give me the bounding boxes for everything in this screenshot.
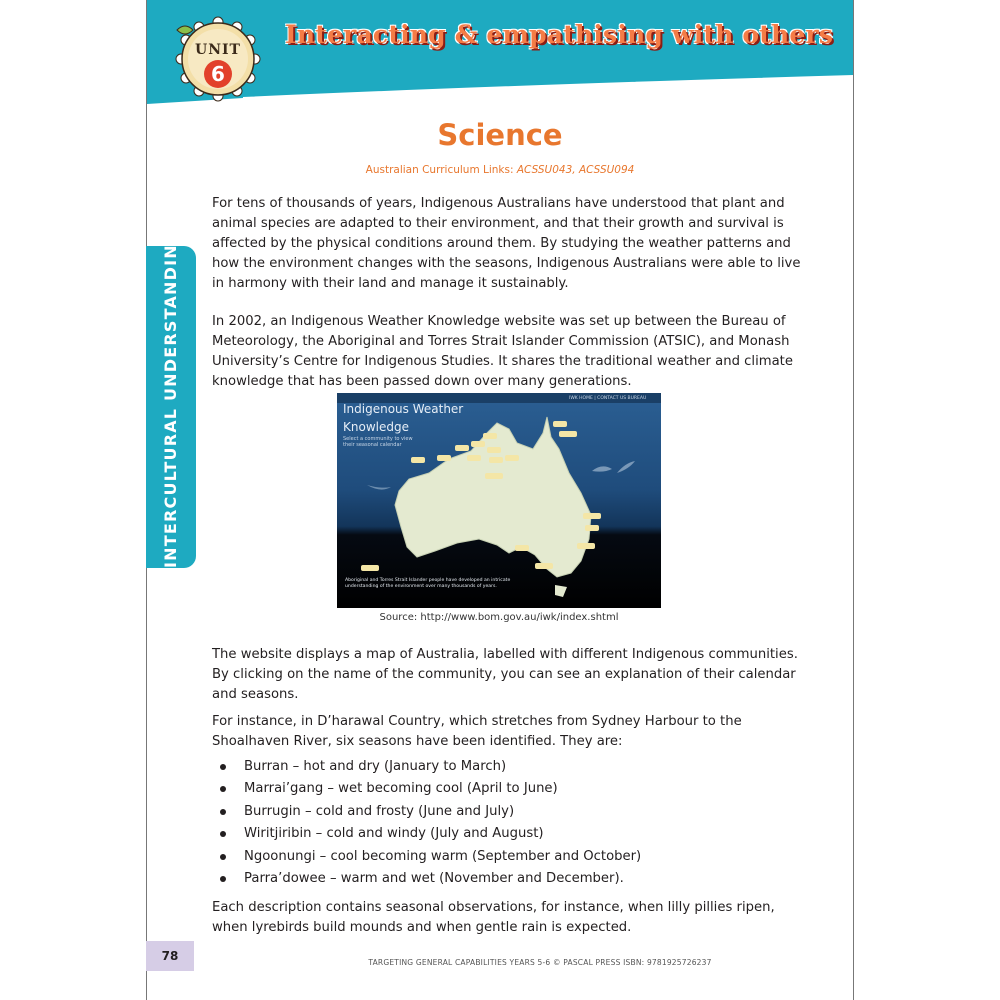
screenshot-caption: Aboriginal and Torres Strait Islander people have developed an intricate understanding of the environment over many thousands of years. [345,578,511,589]
screenshot-source: Source: http://www.bom.gov.au/iwk/index.shtml [379,612,619,623]
section-title: Science [437,118,563,152]
paragraph-observations: Each description contains seasonal observations, for instance, when lilly pillies ripen, when lyrebirds build mounds and when gentle rain is expected. [212,900,775,935]
screenshot-title: Indigenous Weather Knowledge [343,402,464,434]
unit-label: UNIT [195,42,241,58]
unit-title: Interacting & empathising with others [285,20,834,49]
screenshot-subtitle: Select a community to view their seasonal calendar [343,436,413,448]
list-item: Marrai’gang – wet becoming cool (April to June) [218,778,798,800]
unit-badge [175,16,261,102]
screenshot-nav: IWK HOME | CONTACT US BUREAU [569,396,647,401]
side-tab [146,229,196,568]
page-number: 78 [146,941,194,971]
website-screenshot [337,393,661,608]
paragraph-dharawal: For instance, in D’harawal Country, which stretches from Sydney Harbour to the Shoalhaven River, six seasons have been identified. They are: [212,714,742,749]
list-item: Burran – hot and dry (January to March) [218,756,798,778]
unit-number: 6 [204,60,232,88]
list-item: Ngoonungi – cool becoming warm (September and October) [218,846,798,868]
paragraph-intro: For tens of thousands of years, Indigenous Australians have understood that plant and animal species are adapted to their environment, and that their growth and survival is affected by the physical conditions around them. By studying the weather patterns and how the environment changes with the seasons, Indigenous Australians were able to live in harmony with their land and manage it sustainably. [212,196,801,291]
list-item: Wiritjiribin – cold and windy (July and August) [218,823,798,845]
curriculum-links [146,164,854,176]
paragraph-website: In 2002, an Indigenous Weather Knowledge website was set up between the Bureau of Meteorology, the Aboriginal and Torres Strait Islander Commission (ATSIC), and Monash University’s Centre for Indigenous Studies. It shares the traditional weather and climate knowledge that has been passed down over many generations. [212,314,793,389]
curriculum-codes: ACSSU043, ACSSU094 [516,164,635,176]
paragraph-map: The website displays a map of Australia, labelled with different Indigenous communities. By clicking on the name of the community, you can see an explanation of their calendar and seasons. [212,647,798,702]
seasons-list [218,756,798,890]
side-tab-label: INTERCULTURAL UNDERSTANDING [161,229,180,568]
list-item: Parra’dowee – warm and wet (November and December). [218,868,798,890]
footer-text: TARGETING GENERAL CAPABILITIES YEARS 5-6 © PASCAL PRESS ISBN: 9781925726237 [368,958,712,967]
curriculum-prefix: Australian Curriculum Links: [365,164,517,176]
list-item: Burrugin – cold and frosty (June and July) [218,801,798,823]
